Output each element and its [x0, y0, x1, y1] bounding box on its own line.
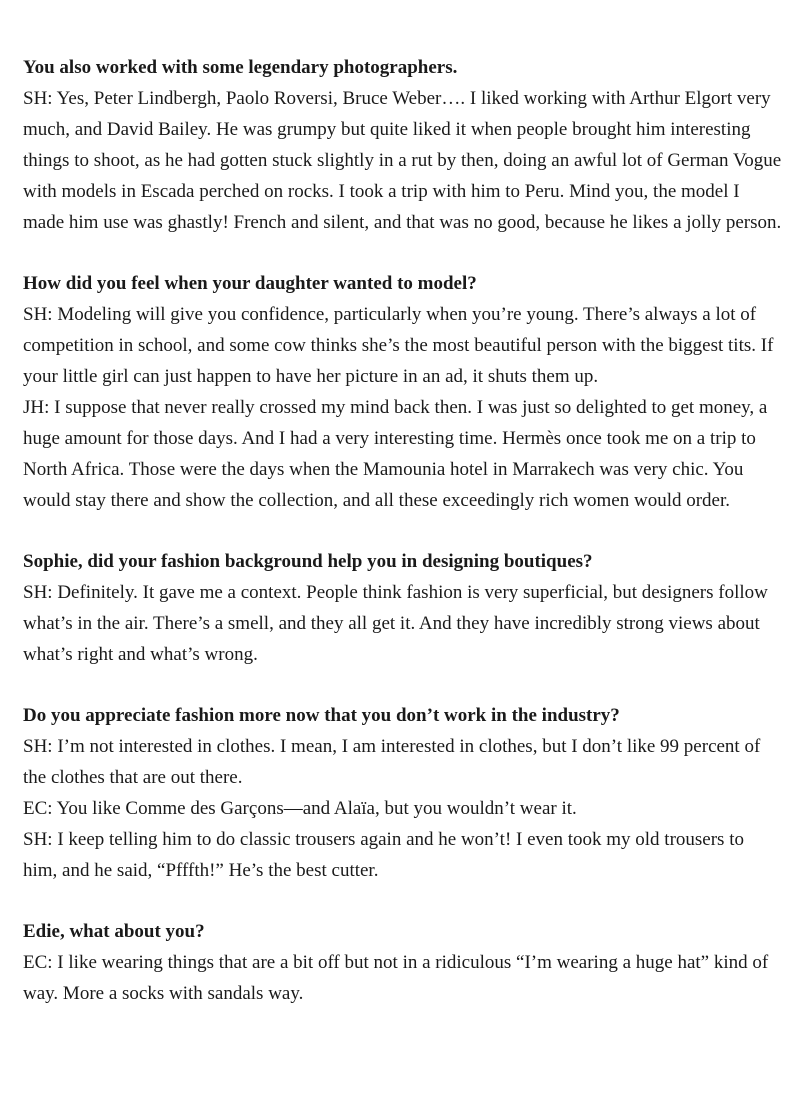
question-heading: Sophie, did your fashion background help you in designing boutiques? [23, 551, 593, 572]
question-heading: Do you appreciate fashion more now that you don’t work in the industry? [23, 705, 620, 726]
answer-paragraph: SH: Definitely. It gave me a context. People think fashion is very superficial, but designers follow what’s in the air. There’s a smell, and they all get it. And they have incredibly strong views about what’s right and what’s wrong. [23, 582, 768, 665]
answer-paragraph: SH: Yes, Peter Lindbergh, Paolo Roversi, Bruce Weber…. I liked working with Arthur Elgort very much, and David Bailey. He was grumpy but quite liked it when people brought him interesting things to shoot, as he had gotten stuck slightly in a rut by then, doing an awful lot of German Vogue with models in Escada perched on rocks. I took a trip with him to Peru. Mind you, the model I made him use was ghastly! French and silent, and that was no good, because he likes a jolly person. [23, 88, 782, 233]
answer-paragraph: SH: I keep telling him to do classic trousers again and he won’t! I even took my old trousers to him, and he said, “Pfffth!” He’s the best cutter. [23, 829, 744, 881]
qa-section-appreciate-fashion [23, 700, 783, 886]
article-body [23, 52, 783, 1039]
answer-paragraph: SH: I’m not interested in clothes. I mean, I am interested in clothes, but I don’t like 99 percent of the clothes that are out there. [23, 736, 761, 788]
qa-section-photographers [23, 52, 783, 238]
qa-section-boutiques [23, 546, 783, 670]
answer-paragraph: JH: I suppose that never really crossed my mind back then. I was just so delighted to get money, a huge amount for those days. And I had a very interesting time. Hermès once took me on a trip to North Africa. Those were the days when the Mamounia hotel in Marrakech was very chic. You would stay there and show the collection, and all these exceedingly rich women would order. [23, 397, 768, 511]
question-heading: Edie, what about you? [23, 921, 205, 942]
qa-section-daughter-model [23, 268, 783, 516]
answer-paragraph: EC: I like wearing things that are a bit off but not in a ridiculous “I’m wearing a huge hat” kind of way. More a socks with sandals way. [23, 952, 769, 1004]
question-heading: You also worked with some legendary photographers. [23, 57, 458, 78]
answer-paragraph: EC: You like Comme des Garçons—and Alaïa, but you wouldn’t wear it. [23, 798, 577, 819]
answer-paragraph: SH: Modeling will give you confidence, particularly when you’re young. There’s always a lot of competition in school, and some cow thinks she’s the most beautiful person with the biggest tits. If your little girl can just happen to have her picture in an ad, it shuts them up. [23, 304, 774, 387]
qa-section-edie [23, 916, 783, 1009]
question-heading: How did you feel when your daughter wanted to model? [23, 273, 477, 294]
